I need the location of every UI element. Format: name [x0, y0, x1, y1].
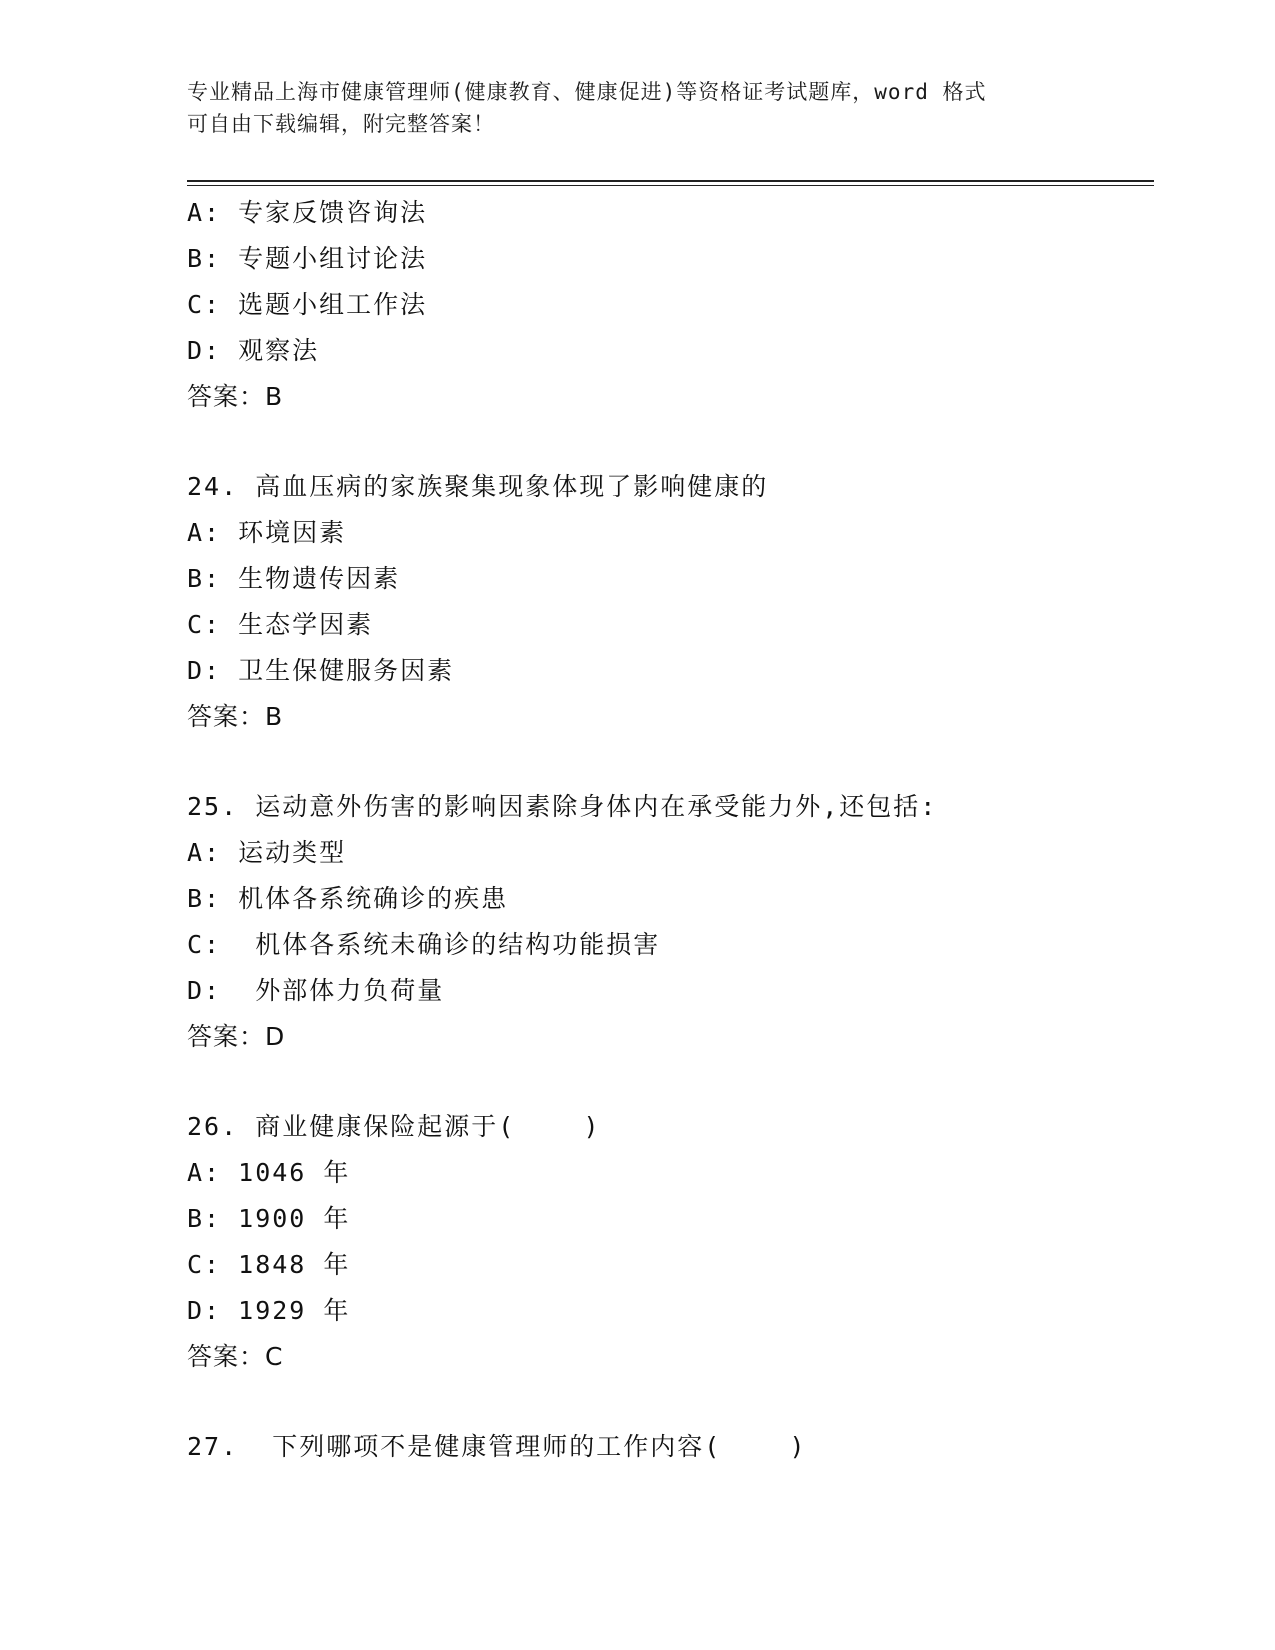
spacer: [187, 740, 1147, 784]
question-stem: 27. 下列哪项不是健康管理师的工作内容( ): [187, 1432, 807, 1461]
option-d: D: 观察法: [187, 336, 320, 365]
document-header: [187, 76, 1087, 140]
question-stem: 25. 运动意外伤害的影响因素除身体内在承受能力外,还包括:: [187, 792, 938, 821]
question-list: [187, 190, 1147, 1470]
question-27: [187, 1424, 1147, 1470]
option-d: D: 1929 年: [187, 1296, 351, 1325]
header-line-1: 专业精品上海市健康管理师(健康教育、健康促进)等资格证考试题库，word 格式: [187, 80, 987, 104]
option-d: D: 外部体力负荷量: [187, 976, 445, 1005]
answer-line: 答案：B: [187, 702, 284, 731]
option-a: A: 专家反馈咨询法: [187, 198, 428, 227]
header-divider-thin: [187, 185, 1154, 186]
option-c: C: 选题小组工作法: [187, 290, 428, 319]
option-b: B: 机体各系统确诊的疾患: [187, 884, 509, 913]
option-b: B: 生物遗传因素: [187, 564, 401, 593]
option-a: A: 运动类型: [187, 838, 347, 867]
option-b: B: 1900 年: [187, 1204, 351, 1233]
header-line-2: 可自由下载编辑，附完整答案！: [187, 112, 495, 136]
spacer: [187, 1380, 1147, 1424]
header-divider-thick: [187, 180, 1154, 182]
question-stem: 26. 商业健康保险起源于( ): [187, 1112, 601, 1141]
option-a: A: 环境因素: [187, 518, 347, 547]
option-d: D: 卫生保健服务因素: [187, 656, 455, 685]
answer-line: 答案：D: [187, 1022, 286, 1051]
spacer: [187, 420, 1147, 464]
option-b: B: 专题小组讨论法: [187, 244, 428, 273]
question-25: [187, 784, 1147, 1060]
option-a: A: 1046 年: [187, 1158, 351, 1187]
option-c: C: 1848 年: [187, 1250, 351, 1279]
question-23-tail: [187, 190, 1147, 420]
option-c: C: 生态学因素: [187, 610, 374, 639]
answer-line: 答案：C: [187, 1342, 284, 1371]
answer-line: 答案：B: [187, 382, 284, 411]
spacer: [187, 1060, 1147, 1104]
question-24: [187, 464, 1147, 740]
option-c: C: 机体各系统未确诊的结构功能损害: [187, 930, 661, 959]
question-26: [187, 1104, 1147, 1380]
question-stem: 24. 高血压病的家族聚集现象体现了影响健康的: [187, 472, 769, 501]
